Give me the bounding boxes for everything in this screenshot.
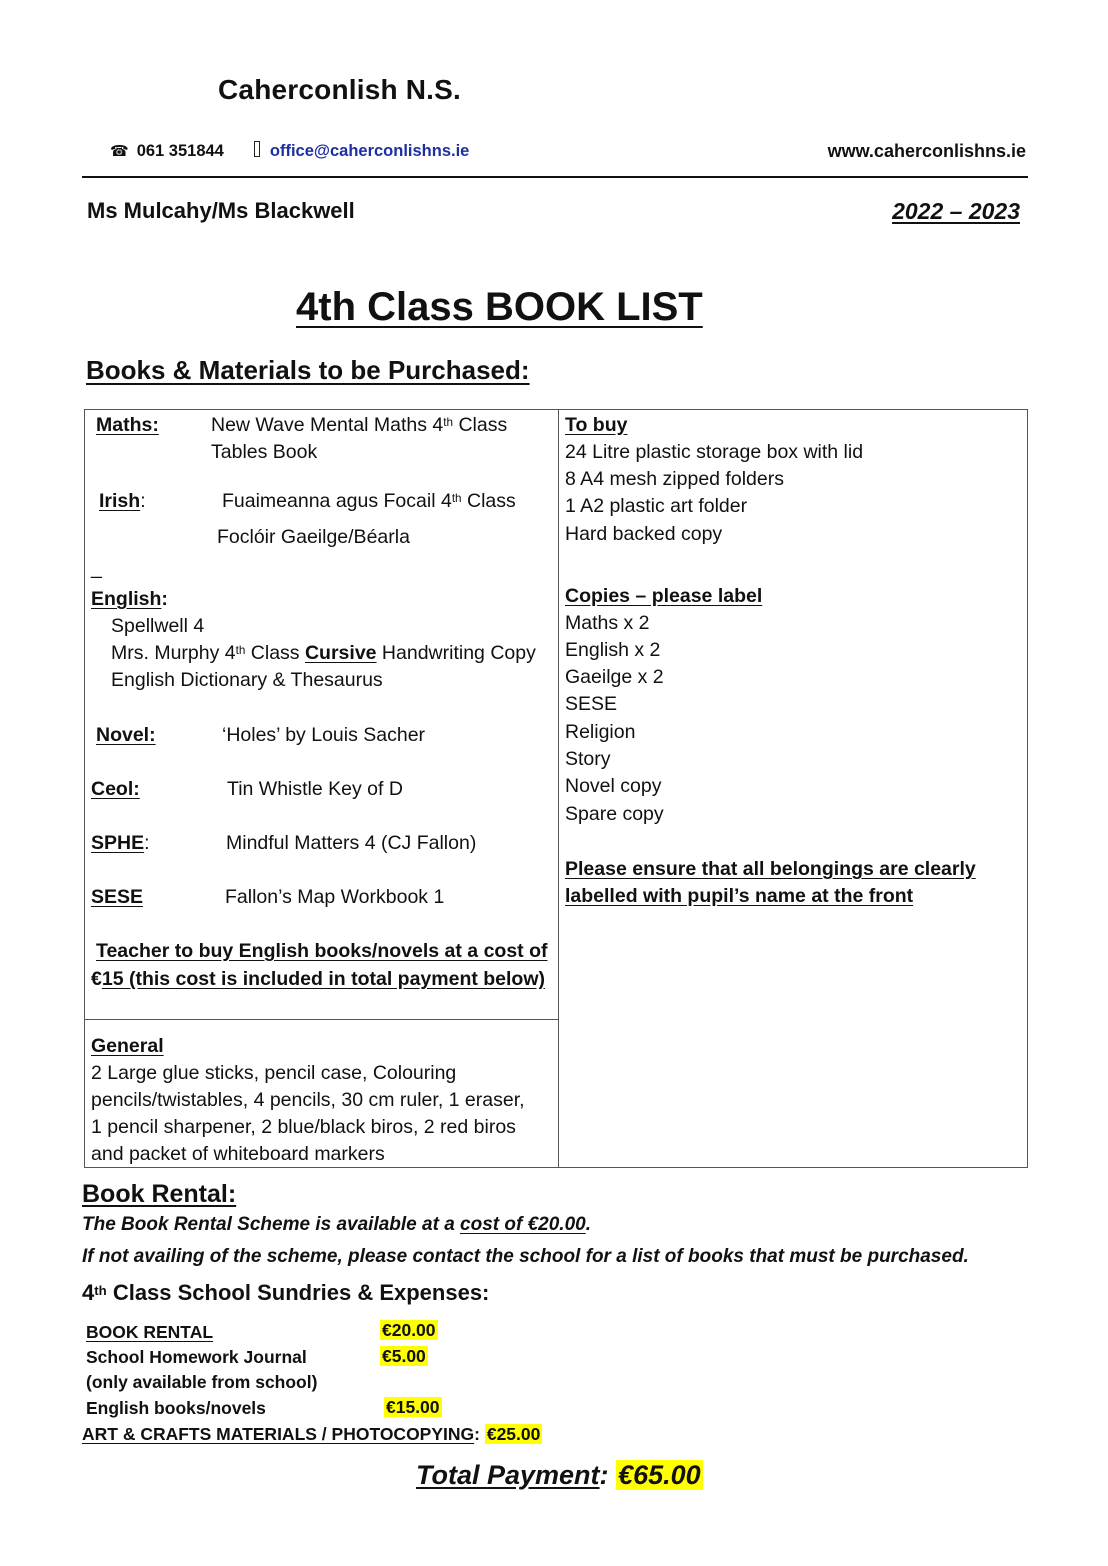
novel-label: Novel:: [96, 724, 156, 746]
general-line-2: pencils/twistables, 4 pencils, 30 cm ruler, 1 eraser,: [91, 1089, 525, 1111]
phone-number: 061 351844: [136, 142, 224, 160]
school-name: Caherconlish N.S.: [218, 74, 462, 105]
general-line-1: 2 Large glue sticks, pencil case, Colouring: [91, 1062, 457, 1084]
copy-item: Gaeilge x 2: [565, 666, 664, 688]
copy-item: English x 2: [565, 639, 661, 661]
english-label: English:: [91, 588, 168, 610]
contact-row: [110, 141, 469, 161]
expense-label-journal-note: (only available from school): [86, 1372, 318, 1392]
expense-amount-art-crafts: €25.00: [486, 1424, 541, 1444]
expense-amount-journal: €5.00: [382, 1346, 426, 1366]
page-title: 4th Class BOOK LIST: [296, 285, 703, 329]
sphe-item: Mindful Matters 4 (CJ Fallon): [226, 832, 477, 854]
book-list-table: [84, 409, 1028, 1168]
to-buy-item: 1 A2 plastic art folder: [565, 495, 748, 517]
table-column-divider: [558, 409, 559, 1168]
copy-item: Story: [565, 748, 611, 770]
teacher-note-line-2: €15 (this cost is included in total payment below): [91, 968, 546, 990]
novel-item: ‘Holes’ by Louis Sacher: [222, 724, 426, 746]
copy-item: Maths x 2: [565, 612, 650, 634]
copy-item: SESE: [565, 693, 618, 715]
book-rental-cost-line: The Book Rental Scheme is available at a cost of €20.00.: [82, 1214, 591, 1235]
expense-art-crafts: ART & CRAFTS MATERIALS / PHOTOCOPYING: €25.00: [82, 1424, 541, 1444]
general-label: General: [91, 1035, 164, 1057]
expense-label-english-books: English books/novels: [86, 1398, 266, 1418]
email-link[interactable]: office@caherconlishns.ie: [269, 142, 470, 160]
to-buy-label: To buy: [565, 414, 628, 436]
mail-icon: [254, 141, 260, 157]
to-buy-item: 24 Litre plastic storage box with lid: [565, 441, 864, 463]
website-link[interactable]: www.caherconlishns.ie: [827, 141, 1026, 161]
expense-amount-book-rental: €20.00: [382, 1320, 436, 1340]
total-payment: Total Payment: €65.00: [416, 1460, 701, 1490]
total-amount: €65.00: [618, 1460, 701, 1490]
sese-item: Fallon’s Map Workbook 1: [225, 886, 445, 908]
teacher-note-line-1: Teacher to buy English books/novels at a cost of: [96, 940, 548, 962]
sundries-heading: 4th Class School Sundries & Expenses:: [82, 1280, 490, 1305]
ceol-label: Ceol:: [91, 778, 140, 800]
english-item-3: English Dictionary & Thesaurus: [111, 669, 383, 691]
irish-item: Fuaimeanna agus Focail 4th Class: [222, 490, 516, 512]
phone-icon: ☎: [110, 143, 129, 160]
copy-item: Spare copy: [565, 803, 664, 825]
maths-item: New Wave Mental Maths 4th Class: [211, 414, 508, 436]
copy-item: Novel copy: [565, 775, 662, 797]
copies-label: Copies – please label: [565, 585, 763, 607]
copy-item: Religion: [565, 721, 636, 743]
expense-label-journal: School Homework Journal: [86, 1347, 307, 1367]
maths-label: Maths:: [96, 414, 159, 436]
to-buy-item: 8 A4 mesh zipped folders: [565, 468, 784, 490]
general-line-3: 1 pencil sharpener, 2 blue/black biros, 2 red biros: [91, 1116, 516, 1138]
dash-mark: _: [91, 557, 102, 579]
general-line-4: and packet of whiteboard markers: [91, 1143, 385, 1165]
section-heading-purchase: Books & Materials to be Purchased:: [86, 355, 530, 385]
header-divider: [82, 176, 1028, 178]
english-item-1: Spellwell 4: [111, 615, 205, 637]
school-year: 2022 – 2023: [892, 198, 1020, 224]
expense-amount-english-books: €15.00: [386, 1397, 440, 1417]
maths-item-2: Tables Book: [211, 441, 318, 463]
sese-label: SESE: [91, 886, 144, 908]
to-buy-item: Hard backed copy: [565, 523, 723, 545]
irish-label: Irish:: [99, 490, 146, 512]
sphe-label: SPHE:: [91, 832, 150, 854]
table-row-divider: [84, 1019, 559, 1020]
label-notice-line-1: Please ensure that all belongings are clearly: [565, 858, 976, 880]
ceol-item: Tin Whistle Key of D: [227, 778, 403, 800]
irish-item-2: Foclóir Gaeilge/Béarla: [217, 526, 410, 548]
label-notice-line-2: labelled with pupil’s name at the front: [565, 885, 914, 907]
expense-label-book-rental: BOOK RENTAL: [86, 1322, 214, 1342]
teacher-names: Ms Mulcahy/Ms Blackwell: [87, 198, 355, 223]
book-rental-heading: Book Rental:: [82, 1180, 237, 1208]
book-rental-note: If not availing of the scheme, please contact the school for a list of books that must be purchased.: [82, 1246, 969, 1267]
english-item-2: Mrs. Murphy 4th Class Cursive Handwriting Copy: [111, 642, 536, 664]
